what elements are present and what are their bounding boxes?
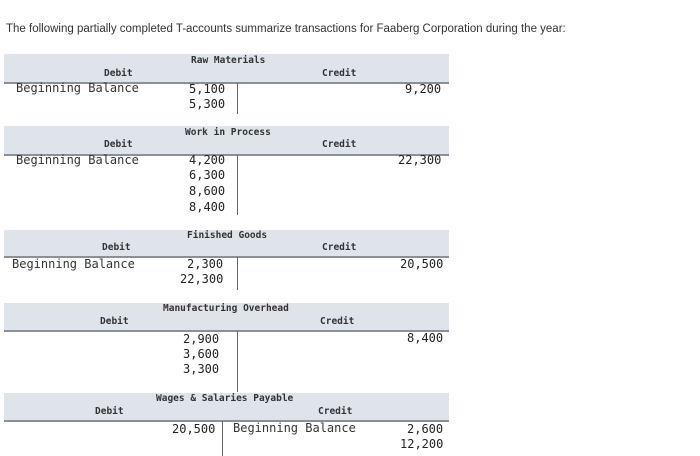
beginning-balance-label: Beginning Balance xyxy=(16,153,139,167)
credit-entry: 22,300 xyxy=(398,153,442,167)
credit-header: Credit xyxy=(322,68,357,79)
account-title: Finished Goods xyxy=(187,230,268,241)
debit-header: Debit xyxy=(102,242,131,253)
debit-entry: 8,400 xyxy=(189,200,226,214)
account-title: Manufacturing Overhead xyxy=(163,303,289,314)
t-divider xyxy=(237,257,238,290)
credit-entry: 2,600 xyxy=(407,422,444,436)
t-divider xyxy=(237,155,238,215)
t-divider xyxy=(237,83,238,114)
debit-entry: 4,200 xyxy=(189,153,226,167)
beginning-balance-label: Beginning Balance xyxy=(16,81,139,95)
beginning-balance-label: Beginning Balance xyxy=(12,257,135,271)
debit-entry: 3,300 xyxy=(183,362,220,376)
debit-entry: 5,300 xyxy=(189,97,226,111)
debit-entry: 3,600 xyxy=(183,347,220,361)
credit-entry: 9,200 xyxy=(405,82,442,96)
credit-entry: 20,500 xyxy=(400,257,444,271)
debit-header: Debit xyxy=(104,139,133,150)
intro-text: The following partially completed T-accounts summarize transactions for Faaberg Corporation during the year: xyxy=(6,23,566,35)
account-title: Wages & Salaries Payable xyxy=(156,393,294,404)
debit-entry: 2,300 xyxy=(187,257,224,271)
debit-header: Debit xyxy=(95,406,124,417)
t-divider xyxy=(237,331,238,392)
debit-entry: 2,900 xyxy=(183,332,220,346)
debit-entry: 20,500 xyxy=(172,422,216,436)
debit-entry: 22,300 xyxy=(180,272,224,286)
credit-header: Credit xyxy=(322,139,357,150)
account-title: Raw Materials xyxy=(191,55,266,66)
account-title: Work in Process xyxy=(185,127,271,138)
debit-entry: 6,300 xyxy=(189,168,226,182)
debit-entry: 8,600 xyxy=(189,184,226,198)
credit-entry: 12,200 xyxy=(400,437,444,451)
credit-header: Credit xyxy=(318,406,353,417)
beginning-balance-label: Beginning Balance xyxy=(233,421,356,435)
debit-header: Debit xyxy=(100,316,129,327)
t-divider xyxy=(222,421,223,456)
credit-header: Credit xyxy=(322,242,357,253)
credit-header: Credit xyxy=(320,316,355,327)
debit-entry: 5,100 xyxy=(189,82,226,96)
debit-header: Debit xyxy=(104,68,133,79)
credit-entry: 8,400 xyxy=(407,331,444,345)
